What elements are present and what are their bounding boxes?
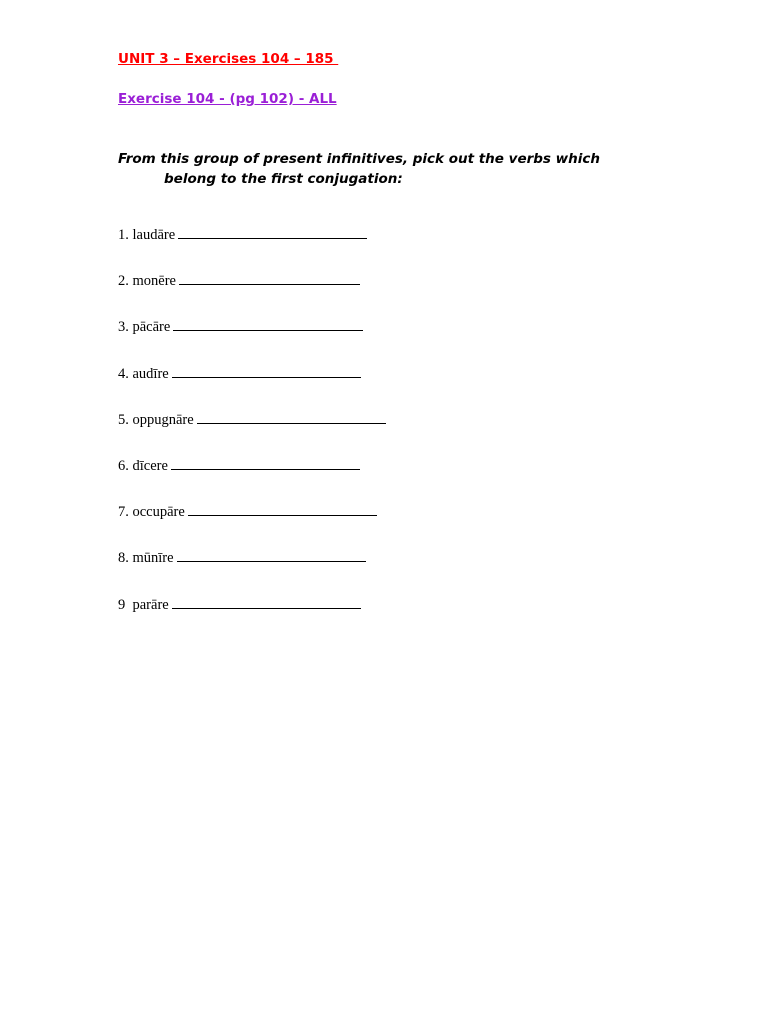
answer-blank xyxy=(177,547,366,562)
answer-blank xyxy=(173,316,363,331)
list-item xyxy=(118,363,386,409)
answer-blank xyxy=(188,501,377,516)
instructions xyxy=(118,149,648,189)
list-item xyxy=(118,409,386,455)
list-item xyxy=(118,455,386,501)
exercise-title: Exercise 104 - (pg 102) - ALL xyxy=(118,91,337,107)
list-item xyxy=(118,501,386,547)
instructions-line-2: belong to the first conjugation: xyxy=(164,171,403,187)
unit-title: UNIT 3 – Exercises 104 – 185 xyxy=(118,51,339,67)
answer-blank xyxy=(178,224,367,239)
list-item xyxy=(118,594,386,640)
list-item xyxy=(118,270,386,316)
answer-blank xyxy=(171,455,360,470)
verb-list xyxy=(118,224,386,640)
verb-label: 4. audīre xyxy=(118,365,169,382)
verb-label: 9 parāre xyxy=(118,596,169,613)
verb-label: 5. oppugnāre xyxy=(118,411,194,428)
answer-blank xyxy=(197,409,386,424)
list-item xyxy=(118,547,386,593)
verb-label: 3. pācāre xyxy=(118,319,171,336)
instructions-line-1: From this group of present infinitives, pick out the verbs which xyxy=(118,151,600,167)
verb-label: 1. laudāre xyxy=(118,227,176,243)
answer-blank xyxy=(172,363,361,378)
list-item xyxy=(118,224,386,270)
verb-label: 8. mūnīre xyxy=(118,550,174,567)
verb-label: 6. dīcere xyxy=(118,457,168,474)
list-item xyxy=(118,316,386,362)
verb-label: 7. occupāre xyxy=(118,504,185,521)
answer-blank xyxy=(172,594,361,609)
verb-label: 2. monēre xyxy=(118,273,176,290)
answer-blank xyxy=(179,270,360,285)
